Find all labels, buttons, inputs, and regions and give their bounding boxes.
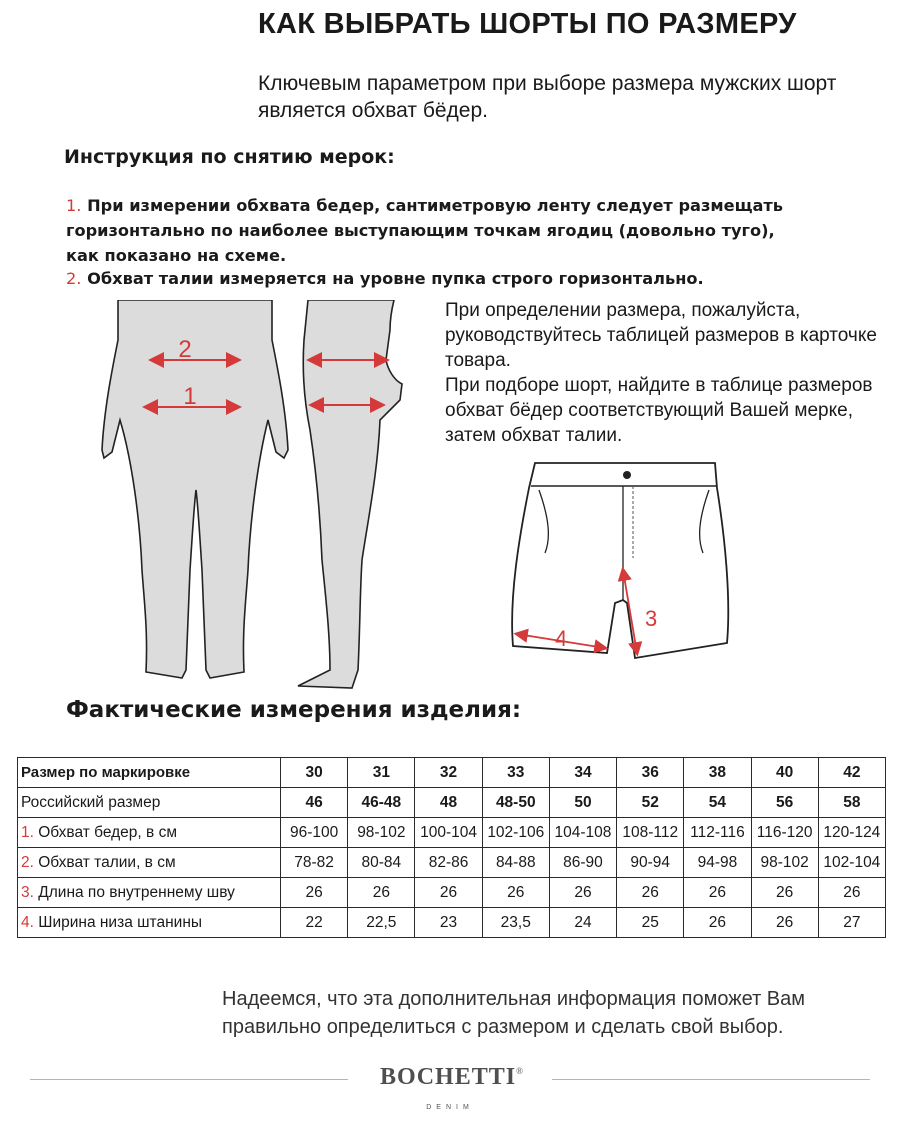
table-cell: 26: [684, 878, 751, 908]
table-cell: 22,5: [348, 908, 415, 938]
step-1: [66, 193, 783, 218]
table-row: [18, 848, 886, 878]
table-cell: 104-108: [549, 818, 616, 848]
row-label: [18, 848, 281, 878]
table-cell: 27: [818, 908, 885, 938]
table-cell: 48-50: [482, 788, 549, 818]
header-cell: 38: [684, 758, 751, 788]
header-cell: 31: [348, 758, 415, 788]
table-cell: 54: [684, 788, 751, 818]
page-title: КАК ВЫБРАТЬ ШОРТЫ ПО РАЗМЕРУ: [258, 8, 797, 40]
table-cell: 23: [415, 908, 482, 938]
header-cell: 34: [549, 758, 616, 788]
label-3: 3: [645, 606, 658, 631]
table-cell: 48: [415, 788, 482, 818]
closing-text: Надеемся, что эта дополнительная информация поможет Вам правильно определиться с размером и сделать свой выбор.: [222, 988, 805, 1038]
button-icon: [623, 471, 631, 479]
row-label: [18, 878, 281, 908]
table-cell: 108-112: [617, 818, 684, 848]
header-cell: 40: [751, 758, 818, 788]
label-2: 2: [178, 336, 192, 363]
table-row: [18, 788, 886, 818]
table-cell: 26: [281, 878, 348, 908]
step-1-line-1: При измерении обхвата бедер, сантиметровую ленту следует размещать: [87, 196, 784, 215]
facts-heading: Фактические измерения изделия:: [66, 697, 522, 723]
brand-subline: DENIM: [426, 1104, 474, 1111]
table-cell: 116-120: [751, 818, 818, 848]
table-cell: 94-98: [684, 848, 751, 878]
header-cell: 42: [818, 758, 885, 788]
table-cell: 26: [818, 878, 885, 908]
header-cell: 33: [482, 758, 549, 788]
registered-mark: ®: [516, 1066, 524, 1076]
table-cell: 56: [751, 788, 818, 818]
row-label-text: Российский размер: [21, 793, 161, 811]
footer-rule-left: [30, 1079, 348, 1080]
table-cell: 25: [617, 908, 684, 938]
brand-name: BOCHETTI: [380, 1064, 517, 1090]
table-cell: 80-84: [348, 848, 415, 878]
table-cell: 26: [482, 878, 549, 908]
table-row: [18, 908, 886, 938]
row-label-text: Ширина низа штанины: [33, 913, 203, 931]
header-label: Размер по маркировке: [18, 758, 281, 788]
side-figure: [298, 300, 402, 688]
table-cell: 100-104: [415, 818, 482, 848]
size-note-p1: При определении размера, пожалуйста, руководствуйтесь таблицей размеров в карточке товара.: [445, 300, 877, 371]
step-2-number: 2.: [66, 269, 82, 288]
row-label-text: Обхват талии, в см: [33, 853, 176, 871]
table-cell: 24: [549, 908, 616, 938]
row-number: 1.: [21, 823, 34, 841]
step-1-line-3: как показано на схеме.: [66, 246, 287, 265]
instructions-heading: Инструкция по снятию мерок:: [64, 146, 395, 168]
table-cell: 102-104: [818, 848, 885, 878]
table-cell: 26: [549, 878, 616, 908]
table-cell: 50: [549, 788, 616, 818]
table-cell: 86-90: [549, 848, 616, 878]
header-cell: 36: [617, 758, 684, 788]
row-label-text: Длина по внутреннему шву: [33, 883, 235, 901]
step-2: [66, 266, 704, 291]
table-cell: 90-94: [617, 848, 684, 878]
size-note: [445, 298, 885, 448]
table-cell: 52: [617, 788, 684, 818]
front-figure: [102, 300, 288, 678]
table-row: [18, 878, 886, 908]
header-cell: 30: [281, 758, 348, 788]
table-cell: 98-102: [348, 818, 415, 848]
table-cell: 102-106: [482, 818, 549, 848]
row-label: [18, 908, 281, 938]
shorts-outline: [512, 463, 728, 658]
header-cell: 32: [415, 758, 482, 788]
label-1: 1: [183, 383, 197, 410]
table-cell: 26: [415, 878, 482, 908]
footer-rule-right: [552, 1079, 870, 1080]
table-cell: 26: [751, 908, 818, 938]
size-note-p2: При подборе шорт, найдите в таблице размеров обхват бёдер соответствующий Вашей мерке, затем обхват талии.: [445, 375, 873, 446]
row-label: [18, 818, 281, 848]
table-cell: 98-102: [751, 848, 818, 878]
table-cell: 58: [818, 788, 885, 818]
table-cell: 26: [751, 878, 818, 908]
table-cell: 112-116: [684, 818, 751, 848]
row-label: [18, 788, 281, 818]
step-2-text: Обхват талии измеряется на уровне пупка строго горизонтально.: [87, 269, 704, 288]
table-cell: 84-88: [482, 848, 549, 878]
table-cell: 46-48: [348, 788, 415, 818]
step-1-line-2: горизонтально по наиболее выступающим точкам ягодиц (довольно туго),: [66, 221, 775, 240]
table-cell: 120-124: [818, 818, 885, 848]
size-table: [17, 757, 886, 938]
table-cell: 78-82: [281, 848, 348, 878]
row-number: 2.: [21, 853, 34, 871]
step-1-number: 1.: [66, 196, 82, 215]
row-number: 4.: [21, 913, 34, 931]
table-cell: 26: [684, 908, 751, 938]
table-cell: 46: [281, 788, 348, 818]
shorts-diagram: [505, 458, 750, 673]
table-cell: 22: [281, 908, 348, 938]
row-label-text: Обхват бедер, в см: [33, 823, 177, 841]
label-4: 4: [555, 626, 568, 651]
intro-text: Ключевым параметром при выборе размера мужских шорт является обхват бёдер.: [258, 72, 837, 122]
table-cell: 96-100: [281, 818, 348, 848]
brand-logo: [360, 1064, 544, 1091]
table-cell: 26: [348, 878, 415, 908]
table-header-row: [18, 758, 886, 788]
table-cell: 26: [617, 878, 684, 908]
row-number: 3.: [21, 883, 34, 901]
body-measurement-diagram: [90, 300, 420, 690]
table-cell: 82-86: [415, 848, 482, 878]
table-row: [18, 818, 886, 848]
table-cell: 23,5: [482, 908, 549, 938]
